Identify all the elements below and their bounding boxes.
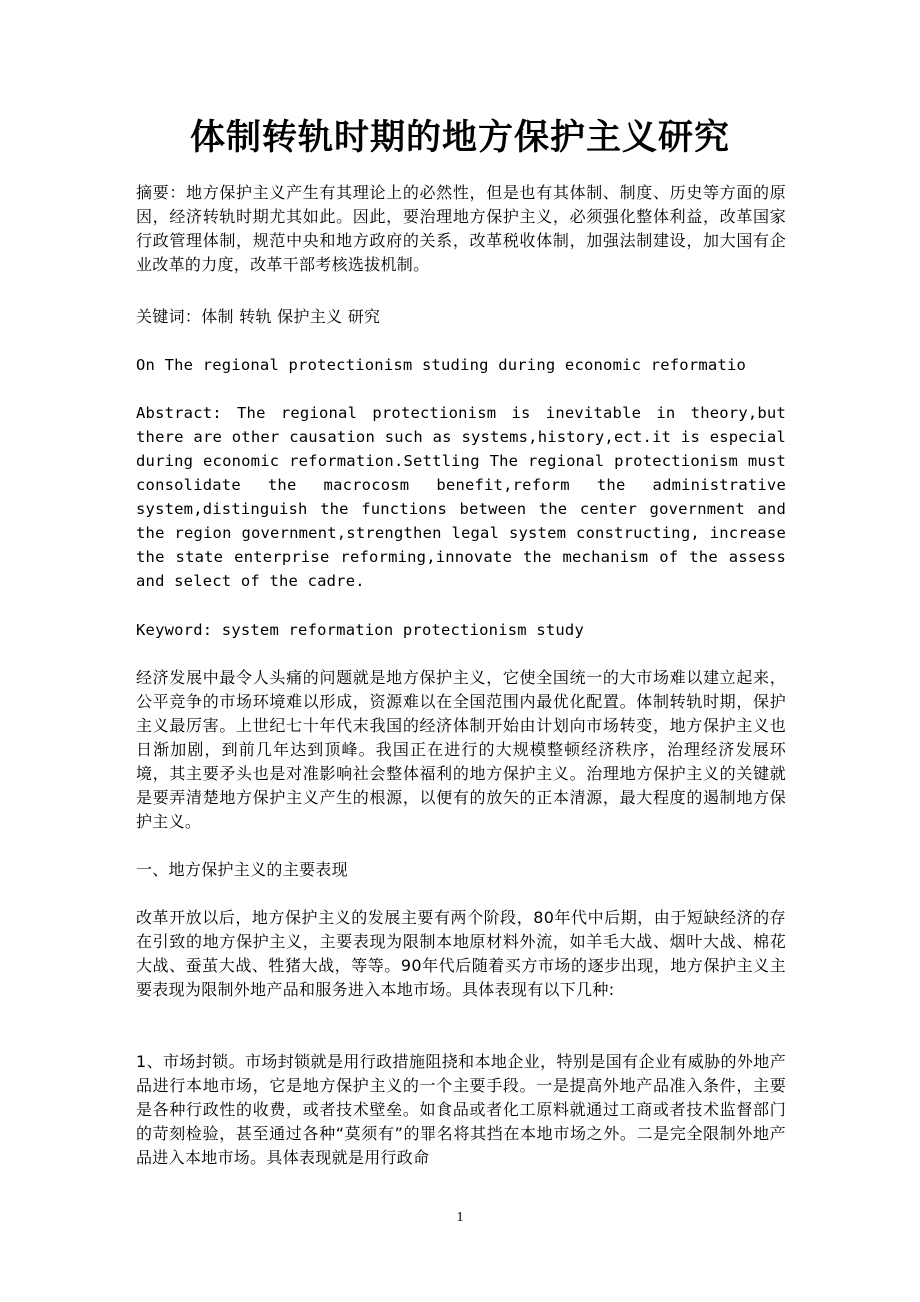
abstract-chinese: 摘要：地方保护主义产生有其理论上的必然性，但是也有其体制、制度、历史等方面的原因，经济转轨时期尤其如此。因此，要治理地方保护主义，必须强化整体利益，改革国家行政管理体制，规范中央和地方政府的关系，改革税收体制，加强法制建设，加大国有企业改革的力度，改革干部考核选拔机制。 (136, 183, 786, 274)
keywords-chinese: 关键词：体制 转轨 保护主义 研究 (136, 307, 381, 326)
document-title: 体制转轨时期的地方保护主义研究 (189, 118, 730, 158)
intro-paragraph: 经济发展中最令人头痛的问题就是地方保护主义，它使全国统一的大市场难以建立起来，公平竞争的市场环境难以形成，资源难以在全国范围内最优化配置。体制转轨时期，保护主义最厉害。上世纪七十年代末我国的经济体制开始由计划向市场转变，地方保护主义也日渐加剧，到前几年达到顶峰。我国正在进行的大规模整顿经济秩序，治理经济发展环境，其主要矛头也是对准影响社会整体福利的地方保护主义。治理地方保护主义的关键就是要弄清楚地方保护主义产生的根源，以便有的放矢的正本清源，最大程度的遏制地方保护主义。 (136, 668, 786, 831)
item-paragraph: 1、市场封锁。市场封锁就是用行政措施阻挠和本地企业，特别是国有企业有威胁的外地产品进行本地市场，它是地方保护主义的一个主要手段。一是提高外地产品准入条件，主要是各种行政性的收费，或者技术壁垒。如食品或者化工原料就通过工商或者技术监督部门的苛刻检验，甚至通过各种“莫须有”的罪名将其挡在本地市场之外。二是完全限制外地产品进入本地市场。具体表现就是用行政命 (136, 1052, 786, 1167)
abstract-english: Abstract: The regional protectionism is inevitable in theory,but there are other causation such as systems,history,ect.it is especial during economic reformation.Settling The regional protectionism must consolidate the macrocosm benefit,reform the administrative system,distinguish the functions between the center government and the region government,strengthen legal system constructing, increase the state enterprise reforming,innovate the mechanism of the assess and select of the cadre. (136, 404, 786, 590)
english-title: On The regional protectionism studing during economic reformatio (136, 356, 747, 374)
section-paragraph: 改革开放以后，地方保护主义的发展主要有两个阶段，80年代中后期，由于短缺经济的存在引致的地方保护主义，主要表现为限制本地原材料外流，如羊毛大战、烟叶大战、棉花大战、蚕茧大战、牲猪大战，等等。90年代后随着买方市场的逐步出现，地方保护主义主要表现为限制外地产品和服务进入本地市场。具体表现有以下几种: (136, 908, 786, 999)
keywords-english: Keyword: system reformation protectionism study (136, 621, 584, 639)
section-heading: 一、地方保护主义的主要表现 (136, 860, 348, 879)
page-number: 1 (456, 1210, 464, 1225)
